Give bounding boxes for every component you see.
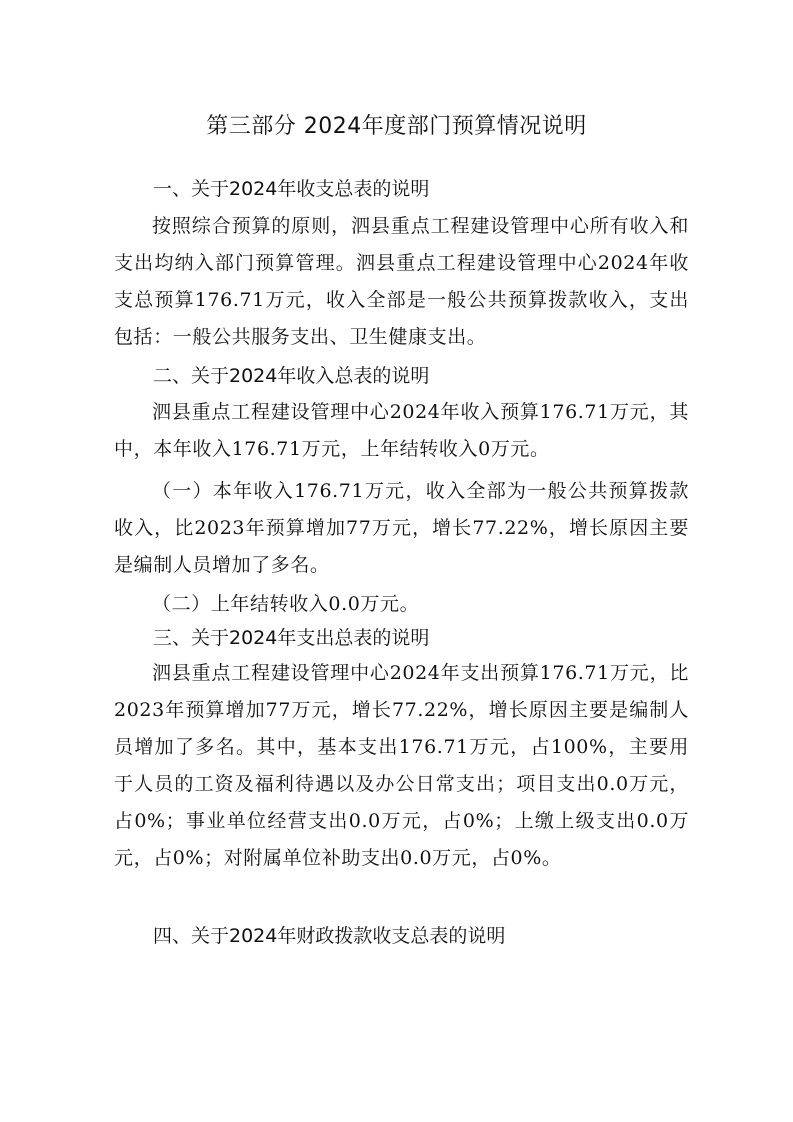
page-title: 第三部分 2024年度部门预算情况说明 bbox=[206, 114, 587, 139]
section-2-paragraph-3: （二）上年结转收入0.0万元。 bbox=[152, 593, 420, 615]
section-4-heading: 四、关于2024年财政拨款收支总表的说明 bbox=[153, 925, 506, 947]
section-1-paragraph-1: 按照综合预算的原则，泗县重点工程建设管理中心所有收入和支出均纳入部门预算管理。泗县重点工程建设管理中心2024年收支总预算176.71万元，收入全部是一般公共预算拨款收入，支出包括：一般公共服务支出、卫生健康支出。 bbox=[114, 215, 689, 348]
section-2-paragraph-1: 泗县重点工程建设管理中心2024年收入预算176.71万元，其中，本年收入176.71万元，上年结转收入0万元。 bbox=[114, 401, 689, 460]
section-1-heading: 一、关于2024年收支总表的说明 bbox=[153, 178, 430, 200]
section-3-paragraph-1: 泗县重点工程建设管理中心2024年支出预算176.71万元，比2023年预算增加77万元，增长77.22%，增长原因主要是编制人员增加了多名。其中，基本支出176.71万元，占100%，主要用于人员的工资及福利待遇以及办公日常支出；项目支出0.0万元，占0%；事业单位经营支出0.0万元，占0%；上缴上级支出0.0万元，占0%；对附属单位补助支出0.0万元，占0%。 bbox=[114, 662, 689, 869]
section-2-heading: 二、关于2024年收入总表的说明 bbox=[153, 365, 430, 387]
section-3-heading: 三、关于2024年支出总表的说明 bbox=[153, 627, 430, 649]
section-2-paragraph-2: （一）本年收入176.71万元，收入全部为一般公共预算拨款收入，比2023年预算增加77万元，增长77.22%，增长原因主要是编制人员增加了多名。 bbox=[114, 480, 689, 576]
